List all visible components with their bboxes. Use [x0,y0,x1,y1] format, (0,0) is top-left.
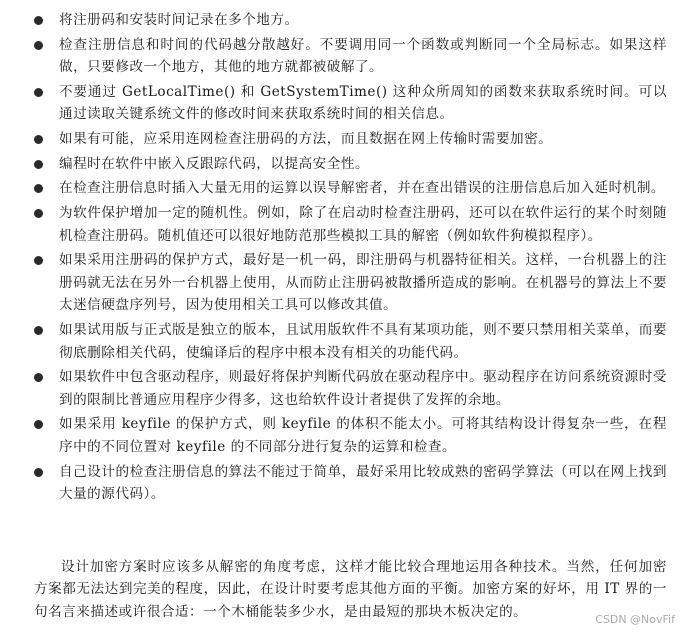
list-item [0,366,693,411]
bullet-icon [34,16,43,25]
list-item-text: 如果有可能，应采用连网检查注册码的方法，而且数据在网上传输时需要加密。 [59,131,553,148]
bullet-icon [34,420,43,429]
csdn-watermark: CSDN @NovFif [595,613,675,626]
list-item-text: 如果试用版与正式版是独立的版本，且试用版软件不具有某项功能，则不要只禁用相关菜单，而要彻底删除相关代码，使编译后的程序中根本没有相关的功能代码。 [59,322,667,361]
list-item-text: 如果软件中包含驱动程序，则最好将保护判断代码放在驱动程序中。驱动程序在访问系统资源时受到的限制比普通应用程序少得多，这也给软件设计者提供了发挥的余地。 [59,369,667,408]
bullet-icon [34,88,43,97]
list-item-text: 不要通过 GetLocalTime() 和 GetSystemTime() 这种众所周知的函数来获取系统时间。可以通过读取关键系统文件的修改时间来获取系统时间的相关信息。 [59,83,667,123]
closing-paragraph: 设计加密方案时应该多从解密的角度考虑，这样才能比较合理地运用各种技术。当然，任何加密方案都无法达到完美的程度，因此，在设计时要考虑其他方面的平衡。加密方案的好坏，用 IT 界的一句名言来描述或许很合适：一个木桶能装多少水，是由最短的那块木板决定的。 [34,558,667,620]
list-item-text: 为软件保护增加一定的随机性。例如，除了在启动时检查注册码，还可以在软件运行的某个时刻随机检查注册码。随机值还可以很好地防范那些模拟工具的解密（例如软件狗模拟程序）。 [59,205,667,244]
bullet-icon [34,326,43,335]
list-item [0,461,693,506]
list-item [0,34,693,79]
bullet-list [0,9,693,508]
list-item-text: 编程时在软件中嵌入反跟踪代码，以提高安全性。 [59,155,370,172]
list-item [0,413,693,458]
list-item-text: 如果采用注册码的保护方式，最好是一机一码，即注册码与机器特征相关。这样，一台机器上的注册码就无法在另外一台机器上使用，从而防止注册码被散播所造成的影响。在机器号的算法上不要太迷信硬盘序列号，因为使用相关工具可以修改其值。 [59,252,667,314]
bullet-icon [34,209,43,218]
bullet-icon [34,184,43,193]
list-item [0,202,693,247]
list-item-text: 在检查注册信息时插入大量无用的运算以误导解密者，并在查出错误的注册信息后加入延时机制。 [59,180,666,197]
list-item-text: 如果采用 keyfile 的保护方式，则 keyfile 的体积不能太小。可将其结构设计得复杂一些，在程序中的不同位置对 keyfile 的不同部分进行复杂的运算和检查。 [59,416,667,455]
list-item [0,319,693,364]
list-item-text: 检查注册信息和时间的代码越分散越好。不要调用同一个函数或判断同一个全局标志。如果这样做，只要修改一个地方，其他的地方就都被破解了。 [59,36,667,76]
list-item [0,9,693,32]
list-item [0,177,693,200]
bullet-icon [34,160,43,169]
list-item [0,249,693,317]
bullet-icon [34,373,43,382]
bullet-icon [34,41,43,50]
list-item-text: 自己设计的检查注册信息的算法不能过于简单，最好采用比较成熟的密码学算法（可以在网上找到大量的源代码）。 [59,463,667,503]
bullet-icon [34,468,43,477]
list-item-text: 将注册码和安装时间记录在多个地方。 [59,12,299,28]
bullet-icon [34,135,43,144]
list-item [0,81,693,126]
list-item [0,128,693,151]
bullet-icon [34,256,43,265]
list-item [0,153,693,176]
